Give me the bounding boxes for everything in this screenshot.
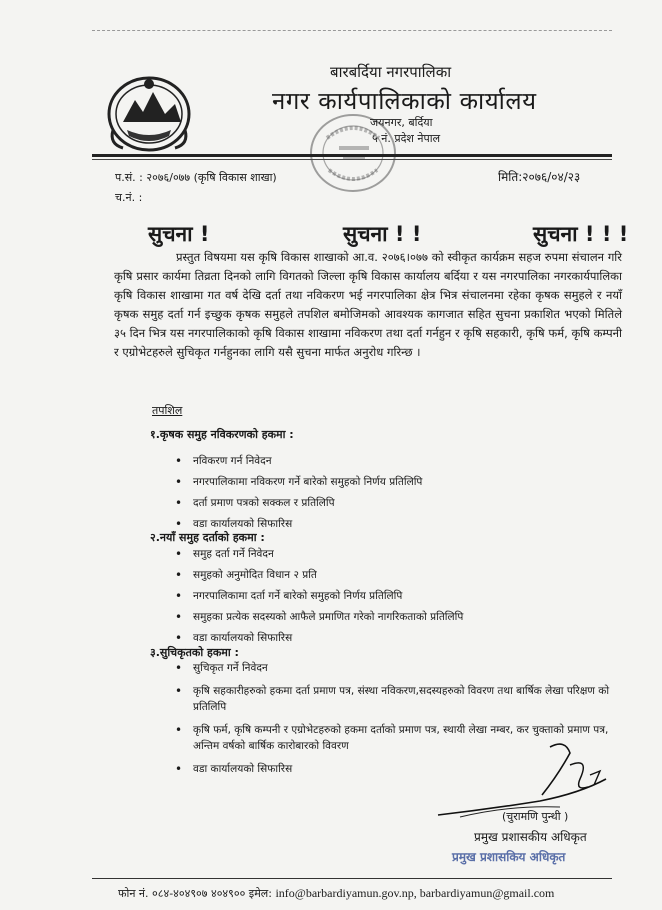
list-item: • वडा कार्यालयको सिफारिस (175, 516, 625, 532)
list-item: • कृषि सहकारीहरुको हकमा दर्ता प्रमाण पत्र, संस्था नविकरण,सदस्यहरुको विवरण तथा बार्षिक लेखा परिक्षण को प्रतिलिपि (175, 683, 625, 715)
list-item: • नविकरण गर्न निवेदन (175, 453, 625, 469)
list-item: • समुहको अनुमोदित विधान २ प्रति (175, 567, 625, 583)
list-item: • सुचिकृत गर्ने निवेदन (175, 660, 625, 676)
office-address: जयनगर, बर्दिया (370, 116, 433, 129)
section-title-new-registration: २.नयाँ समुह दर्ताको हकमा : (150, 531, 265, 544)
section-title-listing: ३.सुचिकृतको हकमा : (150, 646, 239, 659)
notice-heading-2: सुचना ! ! (343, 222, 422, 246)
header-rule-thin (92, 159, 612, 160)
section-title-renewal: १.कृषक समुह नविकरणको हकमा : (150, 428, 294, 441)
list-item: • कृषि फर्म, कृषि कम्पनी र एग्रोभेटहरुको हकमा दर्ताको प्रमाण पत्र, स्थायी लेखा नम्बर, कर चुक्ताको प्रमाण पत्र, अन्तिम वर्षको बार्षिक कारोबारको विवरण (175, 722, 625, 754)
notice-heading-3: सुचना ! ! ! (533, 222, 629, 246)
footer-rule (92, 878, 612, 879)
footer-contact (118, 886, 554, 901)
signer-title: प्रमुख प्रशासकीय अधिकृत (474, 830, 587, 844)
list-item: • नगरपालिकामा दर्ता गर्ने बारेको समुहको निर्णय प्रतिलिपि (175, 588, 625, 604)
notice-heading-1: सुचना ! (148, 222, 210, 246)
list-item: • दर्ता प्रमाण पत्रको सक्कल र प्रतिलिपि (175, 495, 625, 511)
footer-email-label: इमेल: (248, 887, 272, 900)
signer-name: (चुरामणि पुन्थी ) (502, 810, 569, 823)
office-name: नगर कार्यपालिकाको कार्यालय (272, 87, 537, 115)
list-item: • समुह दर्ता गर्ने निवेदन (175, 546, 625, 562)
header-rule-thick (92, 154, 612, 157)
dispatch-number: च.नं. : (115, 191, 143, 204)
municipality-name: बारबर्दिया नगरपालिका (330, 63, 452, 81)
office-province: ५ नं. प्रदेश नेपाल (372, 132, 441, 145)
new-registration-list (175, 546, 625, 651)
body-text: प्रस्तुत विषयमा यस कृषि विकास शाखाको आ.व. २०७६।०७७ को स्वीकृत कार्यक्रम सहज रुपमा संचालन गरि कृषि प्रसार कार्यमा तिव्रता दिनको लागि विगतको जिल्ला कृषि विकास कार्यालय बर्दिया र यस नगरपालिका नगरकार्यपालिका कृषि विकास शाखामा गत वर्ष देखि दर्ता तथा नविकरण भई नगरपालिका क्षेत्र भित्र संचालनमा रहेका कृषक समुहले र नयाँ कृषक समुह दर्ता गर्न इच्छुक कृषक समुहले तपशिल बमोजिमको आवश्यक कागजात सहित सुचना प्रकाशित भएको मितिले ३५ दिन भित्र यस नगरपालिकाको कृषि विकास शाखामा नविकरण तथा दर्ता गर्नहुन र कृषि सहकारी, कृषि फर्म, कृषि कम्पनी र एग्रोभेटहरुले सुचिकृत गर्नहुनका लागि यसै सुचना मार्फत अनुरोध गरिन्छ । (114, 250, 622, 359)
renewal-list (175, 453, 625, 537)
signer-designation-stamp: प्रमुख प्रशासकिय अधिकृत (452, 850, 566, 864)
footer-email: info@barbardiyamun.gov.np, barbardiyamun@gmail.com (275, 886, 555, 900)
list-item: • वडा कार्यालयको सिफारिस (175, 761, 625, 777)
list-item: • वडा कार्यालयको सिफारिस (175, 630, 625, 646)
letter-date: मिति:२०७६/०४/२३ (498, 170, 581, 184)
reference-number: प.सं. : २०७६/०७७ (कृषि विकास शाखा) (115, 171, 277, 184)
schedule-heading: तपशिल (152, 404, 183, 417)
top-dashed-rule (92, 30, 612, 31)
list-item: • समुहका प्रत्येक सदस्यको आफैले प्रमाणित गरेको नागरिकताको प्रतिलिपि (175, 609, 625, 625)
list-item: • नगरपालिकामा नविकरण गर्ने बारेको समुहको निर्णय प्रतिलिपि (175, 474, 625, 490)
nepal-emblem-icon (103, 70, 195, 154)
footer-phone: फोन नं. ०८४-४०४९०७ ४०४९०० (118, 887, 246, 900)
body-paragraph (114, 248, 622, 362)
